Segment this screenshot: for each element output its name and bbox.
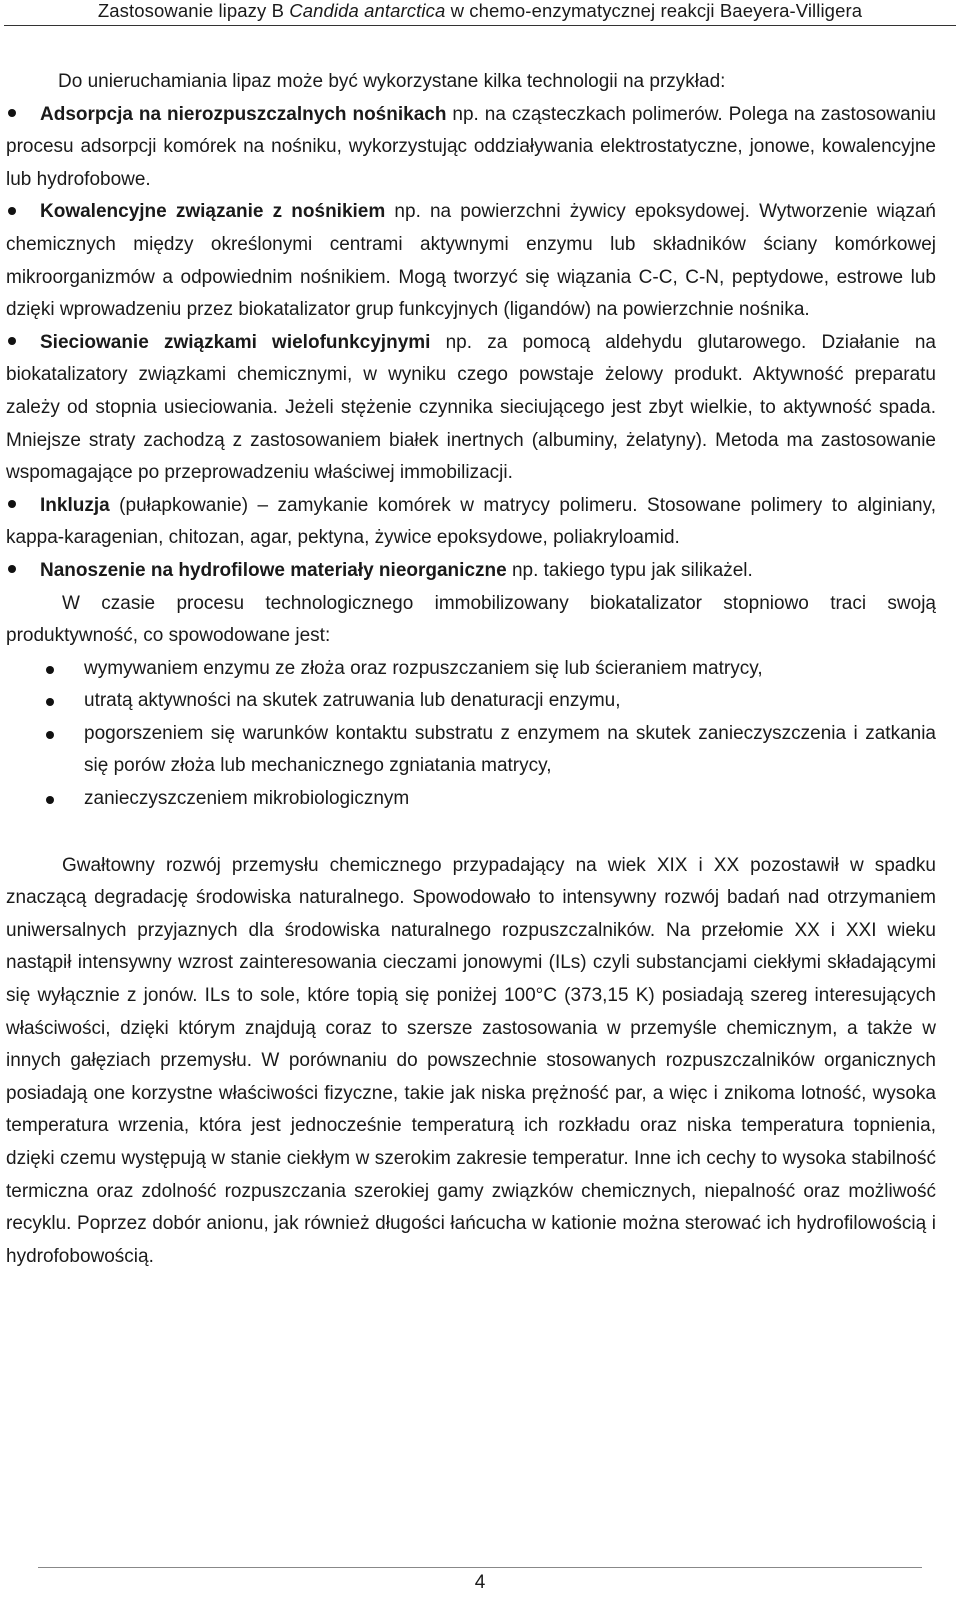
bullet-icon	[8, 207, 16, 215]
body-text	[6, 66, 936, 1273]
method-covalent	[6, 196, 936, 326]
productivity-loss-list	[6, 653, 936, 816]
method-term: Adsorpcja na nierozpuszczalnych nośnikach	[40, 103, 447, 125]
method-inclusion	[6, 490, 936, 555]
method-term: Nanoszenie na hydrofilowe materiały nieorganiczne	[40, 559, 507, 581]
list-item: wymywaniem enzymu ze złoża oraz rozpuszczaniem się lub ścieraniem matrycy,	[6, 653, 936, 686]
page-footer	[0, 1551, 960, 1609]
method-crosslinking	[6, 327, 936, 490]
bullet-icon	[46, 698, 54, 706]
list-item: utratą aktywności na skutek zatruwania lub denaturacji enzymu,	[6, 685, 936, 718]
list-item: pogorszeniem się warunków kontaktu substratu z enzymem na skutek zanieczyszczenia i zatkania się porów złoża lub mechanicznego zgniatania matrycy,	[6, 718, 936, 783]
running-header-prefix: Zastosowanie lipazy B	[97, 0, 290, 21]
bullet-icon	[8, 109, 16, 117]
bullet-icon	[8, 565, 16, 573]
running-header-suffix: w chemo-enzymatycznej reakcji Baeyera-Villigera	[445, 0, 863, 21]
paragraph-spacer	[6, 816, 936, 850]
method-description: np. na cząsteczkach polimerów. Polega na zastosowaniu procesu adsorpcji komórek na nośniku, wykorzystując oddziaływania elektrostatyczne, jonowe, kowalencyjne lub hydrofobowe.	[6, 103, 936, 190]
productivity-loss-intro: W czasie procesu technologicznego immobilizowany biokatalizator stopniowo traci swoją produktywność, co spowodowane jest:	[6, 592, 936, 647]
method-description: np. takiego typu jak silikażel.	[506, 559, 753, 581]
bullet-icon	[46, 731, 54, 739]
bullet-icon	[8, 337, 16, 345]
method-description: np. za pomocą aldehydu glutarowego. Działanie na biokatalizatory związkami chemicznymi, w wyniku czego powstaje żelowy produkt. Aktywność preparatu zależy od stopnia usieciowania. Jeżeli stężenie czynnika sieciującego jest zbyt wielkie, to aktywność spada. Mniejsze straty zachodzą z zastosowaniem białek inertnych (albuminy, żelatyny). Metoda ma zastosowanie wspomagające po przeprowadzeniu właściwej immobilizacji.	[6, 331, 936, 484]
bullet-icon	[46, 796, 54, 804]
page-number: 4	[38, 1567, 922, 1594]
bullet-icon	[8, 500, 16, 508]
running-header	[4, 0, 956, 26]
running-header-species: Candida antarctica	[289, 0, 446, 21]
method-hydrophilic-inorganic	[6, 555, 936, 588]
bullet-icon	[46, 666, 54, 674]
method-adsorption	[6, 99, 936, 197]
method-description: (pułapkowanie) – zamykanie komórek w matrycy polimeru. Stosowane polimery to alginiany, kappa-karagenian, chitozan, agar, pektyna, żywice epoksydowe, poliakryloamid.	[6, 494, 936, 549]
list-item: zanieczyszczeniem mikrobiologicznym	[6, 783, 936, 816]
intro-paragraph: Do unieruchamiania lipaz może być wykorzystane kilka technologii na przykład:	[58, 71, 726, 92]
method-term: Kowalencyjne związanie z nośnikiem	[40, 201, 386, 223]
method-term: Inkluzja	[40, 494, 110, 516]
ionic-liquids-paragraph: Gwałtowny rozwój przemysłu chemicznego przypadający na wiek XIX i XX pozostawił w spadku znaczącą degradację środowiska naturalnego. Spowodowało to intensywny rozwój badań nad otrzymaniem uniwersalnych przyjaznych dla środowiska naturalnego rozpuszczalników. Na przełomie XX i XXI wieku nastąpił intensywny wzrost zainteresowania cieczami jonowymi (ILs) czyli substancjami ciekłymi składającymi się wyłącznie z jonów. ILs to sole, które topią się poniżej 100°C (373,15 K) posiadają szereg interesujących właściwości, dzięki którym znajdują coraz to szersze zastosowania w przemyśle chemicznym, a także w innych gałęziach przemysłu. W porównaniu do powszechnie stosowanych rozpuszczalników organicznych posiadają one korzystne właściwości fizyczne, takie jak niska prężność par, a więc i znikoma lotność, wysoka temperatura wrzenia, która jest jednocześnie temperaturą ich rozkładu oraz niska temperatura topnienia, dzięki czemu występują w stanie ciekłym w szerokim zakresie temperatur. Inne ich cechy to wysoka stabilność termiczna oraz zdolność rozpuszczania szerokiej gamy związków chemicznych, niepalność oraz możliwość recyklu. Poprzez dobór anionu, jak również długości łańcucha w kationie można sterować ich hydrofilowością i hydrofobowością.	[6, 854, 936, 1267]
method-description: np. na powierzchni żywicy epoksydowej. Wytworzenie wiązań chemicznych między określonymi centrami aktywnymi enzymu lub składników ściany komórkowej mikroorganizmów a odpowiednim nośnikiem. Mogą tworzyć się wiązania C-C, C-N, peptydowe, estrowe lub dzięki wprowadzeniu przez biokatalizator grup funkcyjnych (ligandów) na powierzchnie nośnika.	[6, 201, 936, 321]
method-term: Sieciowanie związkami wielofunkcyjnymi	[40, 331, 431, 353]
